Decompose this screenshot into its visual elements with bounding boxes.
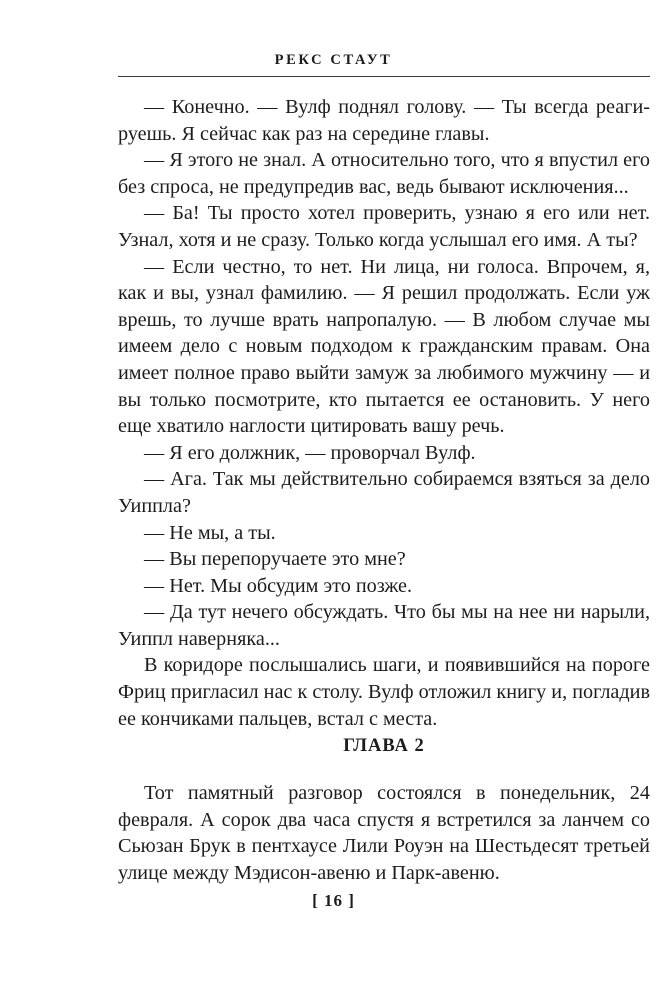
running-head-author: РЕКС СТАУТ — [274, 52, 393, 68]
paragraph: — Нет. Мы обсудим это позже. — [144, 574, 413, 597]
chapter-body-text — [118, 780, 650, 886]
paragraph: — Ага. Так мы действительно собираемся взяться за дело Уиппла? — [118, 468, 650, 517]
paragraph: Тот памятный разговор состоялся в понедельник, 24 февраля. А сорок два часа спустя я встретился за ланчем со Сьюзан Брук в пентхаусе Лили Роуэн на Шестьдесят третьей улице между Мэдисон-авеню и Парк-авеню. — [118, 782, 650, 884]
paragraph: — Я этого не знал. А относительно того, что я впустил его без спроса, не предупредив вас, ведь бывают исключения... — [118, 149, 650, 198]
paragraph: — Да тут нечего обсуждать. Что бы мы на нее ни нарыли, Уиппл наверняка... — [118, 601, 650, 650]
chapter-heading: ГЛАВА 2 — [343, 736, 425, 756]
header-rule — [118, 76, 650, 77]
body-text — [118, 94, 650, 732]
paragraph: — Вы перепоручаете это мне? — [144, 548, 406, 571]
paragraph: — Не мы, а ты. — [144, 521, 276, 544]
paragraph: — Если честно, то нет. Ни лица, ни голоса. Впрочем, я, как и вы, узнал фамилию. — Я решил продолжать. Если уж врешь, то лучше врать напропалую. — В любом случае мы имеем дело с новым подходом к гражданским правам. Она имеет полное право выйти замуж за любимого мужчину — и вы только посмотрите, кто пытается ее остановить. У него еще хватило наглости цитировать вашу речь. — [118, 255, 650, 438]
page-number: [ 16 ] — [312, 891, 355, 910]
paragraph: В коридоре послышались шаги, и появившийся на пороге Фриц пригласил нас к столу. Вулф отложил книгу и, погладив ее кончиками пальцев, встал с места. — [118, 654, 650, 730]
paragraph: — Я его должник, — проворчал Вулф. — [144, 441, 476, 464]
paragraph: — Ба! Ты просто хотел проверить, узнаю я его или нет. Узнал, хотя и не сразу. Только когда услышал его имя. А ты? — [118, 202, 650, 251]
paragraph: — Конечно. — Вулф поднял голову. — Ты всегда реагируешь. Я сейчас как раз на середине главы. — [118, 96, 650, 145]
